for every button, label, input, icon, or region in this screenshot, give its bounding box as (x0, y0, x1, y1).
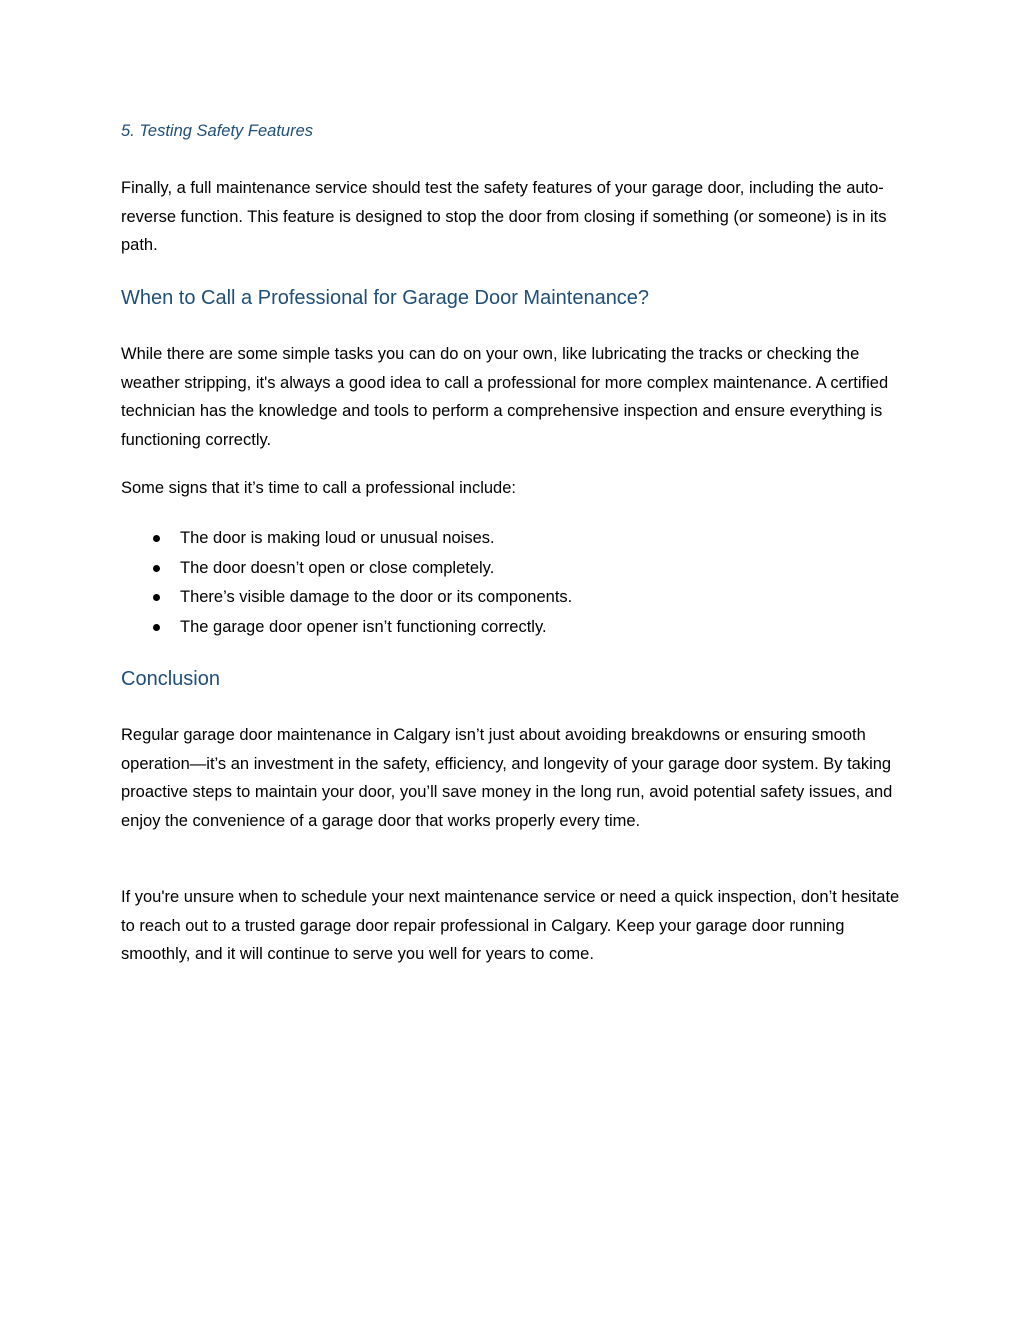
bullet-icon (153, 565, 160, 572)
bullet-icon (153, 535, 160, 542)
list-item-text: The garage door opener isn’t functioning correctly. (180, 618, 547, 637)
list-item-text: There’s visible damage to the door or its components. (180, 588, 573, 607)
section-heading-conclusion: Conclusion (121, 668, 220, 690)
list-item (121, 583, 572, 613)
paragraph-conclusion-1: Regular garage door maintenance in Calgary isn’t just about avoiding breakdowns or ensuring smooth operation—it’s an investment in the safety, efficiency, and longevity of your garage door system. By taking proactive steps to maintain your door, you’ll save money in the long run, avoid potential safety issues, and enjoy the convenience of a garage door that works properly every time. (121, 726, 893, 831)
list-item (121, 554, 572, 584)
paragraph-safety-features: Finally, a full maintenance service should test the safety features of your garage door, including the auto-reverse function. This feature is designed to stop the door from closing if something (or someone) is in its path. (121, 179, 887, 255)
bullet-icon (153, 594, 160, 601)
signs-list (121, 524, 572, 643)
list-item (121, 524, 572, 554)
paragraph-professional: While there are some simple tasks you can do on your own, like lubricating the tracks or checking the weather stripping, it's always a good idea to call a professional for more complex maintenance. A certified technician has the knowledge and tools to perform a comprehensive inspection and ensure everything is functioning correctly. (121, 345, 889, 450)
list-item (121, 613, 572, 643)
list-item-text: The door is making loud or unusual noises. (180, 529, 495, 547)
paragraph-conclusion-2: If you're unsure when to schedule your next maintenance service or need a quick inspection, don’t hesitate to reach out to a trusted garage door repair professional in Calgary. Keep your garage door running smoothly, and it will continue to serve you well for years to come. (121, 888, 900, 964)
paragraph-signs-intro: Some signs that it’s time to call a professional include: (121, 479, 516, 497)
section-heading-testing-safety: 5. Testing Safety Features (121, 122, 313, 140)
bullet-icon (153, 624, 160, 631)
section-heading-call-professional: When to Call a Professional for Garage Door Maintenance? (121, 287, 650, 309)
list-item-text: The door doesn’t open or close completely. (180, 558, 495, 577)
